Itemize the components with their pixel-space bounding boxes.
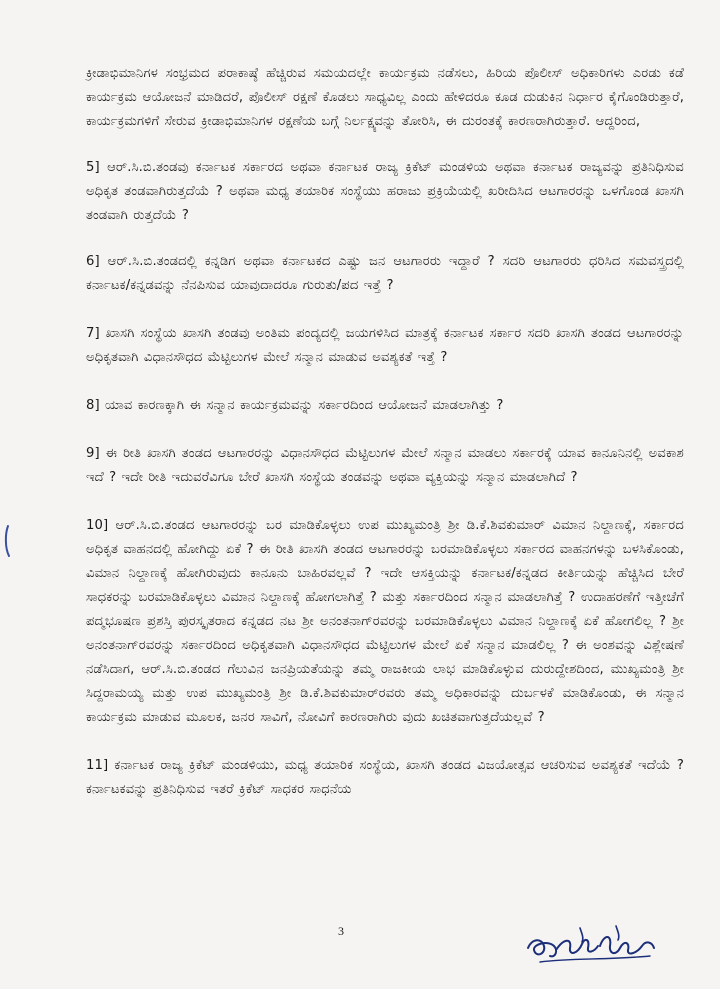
paragraph-question-8: 8] ಯಾವ ಕಾರಣಕ್ಕಾಗಿ ಈ ಸನ್ಮಾನ ಕಾರ್ಯಕ್ರಮವನ್ನು ಸರ್ಕಾರದಿಂದ ಆಯೋಜನೆ ಮಾಡಲಾಗಿತ್ತು ? — [86, 398, 504, 413]
paragraph-question-6: 6] ಆರ್.ಸಿ.ಬಿ.ತಂಡದಲ್ಲಿ ಕನ್ನಡಿಗ ಅಥವಾ ಕರ್ನಾಟಕದ ಎಷ್ಟು ಜನ ಆಟಗಾರರು ಇದ್ದಾರೆ ? ಸದರಿ ಆಟಗಾರರು ಧರಿಸಿದ ಸಮವಸ್ತ್ರದಲ್ಲಿ ಕರ್ನಾಟಕ/ಕನ್ನಡವನ್ನು ನೆನಪಿಸುವ ಯಾವುದಾದರೂ ಗುರುತು/ಪದ ಇತ್ತೆ ? — [86, 254, 684, 293]
paragraph-question-5: 5] ಆರ್.ಸಿ.ಬಿ.ತಂಡವು ಕರ್ನಾಟಕ ಸರ್ಕಾರದ ಅಥವಾ ಕರ್ನಾಟಕ ರಾಜ್ಯ ಕ್ರಿಕೆಟ್ ಮಂಡಳಿಯ ಅಥವಾ ಕರ್ನಾಟಕ ರಾಜ್ಯವನ್ನು ಪ್ರತಿನಿಧಿಸುವ ಅಧಿಕೃತ ತಂಡವಾಗಿರುತ್ತದೆಯೆ ? ಅಥವಾ ಮಧ್ಯ ತಯಾರಿಕ ಸಂಸ್ಥೆಯು ಹರಾಜು ಪ್ರಕ್ರಿಯೆಯಲ್ಲಿ ಖರೀದಿಸಿದ ಆಟಗಾರರನ್ನು ಒಳಗೊಂಡ ಖಾಸಗಿ ತಂಡವಾಗಿ ರುತ್ತದೆಯೆ ? — [86, 160, 684, 223]
paragraph-question-10: 10] ಆರ್.ಸಿ.ಬಿ.ತಂಡದ ಆಟಗಾರರನ್ನು ಬರ ಮಾಡಿಕೊಳ್ಳಲು ಉಪ ಮುಖ್ಯಮಂತ್ರಿ ಶ್ರೀ ಡಿ.ಕೆ.ಶಿವಕುಮಾರ್ ವಿಮಾನ ನಿಲ್ದಾಣಕ್ಕೆ, ಸರ್ಕಾರದ ಅಧಿಕೃತ ವಾಹನದಲ್ಲಿ ಹೋಗಿದ್ದು ಏಕೆ ? ಈ ರೀತಿ ಖಾಸಗಿ ತಂಡದ ಆಟಗಾರರನ್ನು ಬರಮಾಡಿಕೊಳ್ಳಲು ಸರ್ಕಾರದ ವಾಹನಗಳನ್ನು ಬಳಸಿಕೊಂಡು, ವಿಮಾನ ನಿಲ್ದಾಣಕ್ಕೆ ಹೋಗಿರುವುದು ಕಾನೂನು ಬಾಹಿರವಲ್ಲವೆ ? ಇದೇ ಆಸಕ್ತಿಯನ್ನು ಕರ್ನಾಟಕ/ಕನ್ನಡದ ಕೀರ್ತಿಯನ್ನು ಹೆಚ್ಚಿಸಿದ ಬೇರೆ ಸಾಧಕರನ್ನು ಬರಮಾಡಿಕೊಳ್ಳಲು ವಿಮಾನ ನಿಲ್ದಾಣಕ್ಕೆ ಹೋಗಲಾಗಿತ್ತೆ ? ಮತ್ತು ಸರ್ಕಾರದಿಂದ ಸನ್ಮಾನ ಮಾಡಲಾಗಿತ್ತೆ ? ಉದಾಹರಣೆಗೆ ಇತ್ತೀಚೆಗೆ ಪದ್ಮಭೂಷಣ ಪ್ರಶಸ್ತಿ ಪುರಸ್ಕೃತರಾದ ಕನ್ನಡದ ನಟ ಶ್ರೀ ಅನಂತನಾಗ್‌ರವರನ್ನು ಬರಮಾಡಿಕೊಳ್ಳಲು ವಿಮಾನ ನಿಲ್ದಾಣಕ್ಕೆ ಏಕೆ ಹೋಗಲಿಲ್ಲ ? ಶ್ರೀ ಅನಂತನಾಗ್‌ರವರನ್ನು ಸರ್ಕಾರದಿಂದ ಅಧಿಕೃತವಾಗಿ ವಿಧಾನಸೌಧದ ಮೆಟ್ಟಿಲುಗಳ ಮೇಲೆ ಏಕೆ ಸನ್ಮಾನ ಮಾಡಲಿಲ್ಲ ? ಈ ಅಂಶವನ್ನು ವಿಶ್ಲೇಷಣೆ ನಡೆಸಿದಾಗ, ಆರ್.ಸಿ.ಬಿ.ತಂಡದ ಗೆಲುವಿನ ಜನಪ್ರಿಯತೆಯನ್ನು ತಮ್ಮ ರಾಜಕೀಯ ಲಾಭ ಮಾಡಿಕೊಳ್ಳುವ ದುರುದ್ದೇಶದಿಂದ, ಮುಖ್ಯಮಂತ್ರಿ ಶ್ರೀ ಸಿದ್ದರಾಮಯ್ಯ ಮತ್ತು ಉಪ ಮುಖ್ಯಮಂತ್ರಿ ಶ್ರೀ ಡಿ.ಕೆ.ಶಿವಕುಮಾರ್‌ರವರು ತಮ್ಮ ಅಧಿಕಾರವನ್ನು ದುರ್ಬಳಕೆ ಮಾಡಿಕೊಂಡು, ಈ ಸನ್ಮಾನ ಕಾರ್ಯಕ್ರಮ ಮಾಡುವ ಮೂಲಕ, ಜನರ ಸಾವಿಗೆ, ನೋವಿಗೆ ಕಾರಣರಾಗಿರು ವುದು ಖಚಿತವಾಗುತ್ತದೆಯಲ್ಲವೆ ? — [86, 518, 684, 725]
paragraph-question-7: 7] ಖಾಸಗಿ ಸಂಸ್ಥೆಯ ಖಾಸಗಿ ತಂಡವು ಅಂತಿಮ ಪಂದ್ಯದಲ್ಲಿ ಜಯಗಳಿಸಿದ ಮಾತ್ರಕ್ಕೆ ಕರ್ನಾಟಕ ಸರ್ಕಾರ ಸದರಿ ಖಾಸಗಿ ತಂಡದ ಆಟಗಾರರನ್ನು ಅಧಿಕೃತವಾಗಿ ವಿಧಾನಸೌಧದ ಮೆಟ್ಟಿಲುಗಳ ಮೇಲೆ ಸನ್ಮಾನ ಮಾಡುವ ಅವಶ್ಯಕತೆ ಇತ್ತೆ ? — [86, 326, 684, 365]
document-body — [86, 62, 684, 802]
paragraph-intro: ಕ್ರೀಡಾಭಿಮಾನಿಗಳ ಸಂಭ್ರಮದ ಪರಾಕಾಷ್ಠೆ ಹೆಚ್ಚಿರುವ ಸಮಯದಲ್ಲೇ ಕಾರ್ಯಕ್ರಮ ನಡೆಸಲು, ಹಿರಿಯ ಪೊಲೀಸ್ ಅಧಿಕಾರಿಗಳು ಎರಡು ಕಡೆ ಕಾರ್ಯಕ್ರಮ ಆಯೋಜನೆ ಮಾಡಿದರೆ, ಪೊಲೀಸ್ ರಕ್ಷಣೆ ಕೊಡಲು ಸಾಧ್ಯವಿಲ್ಲ ಎಂದು ಹೇಳಿದರೂ ಕೂಡ ದುಡುಕಿನ ನಿರ್ಧಾರ ಕೈಗೊಂಡಿರುತ್ತಾರೆ, ಕಾರ್ಯಕ್ರಮಗಳಿಗೆ ಸೇರುವ ಕ್ರೀಡಾಭಿಮಾನಿಗಳ ರಕ್ಷಣೆಯ ಬಗ್ಗೆ ನಿರ್ಲಕ್ಷ್ಯವನ್ನು ತೋರಿಸಿ, ಈ ದುರಂತಕ್ಕೆ ಕಾರಣರಾಗಿರುತ್ತಾರೆ. ಆದ್ದರಿಂದ, — [86, 66, 684, 129]
signature-icon — [520, 920, 670, 968]
margin-pen-mark-icon — [2, 524, 14, 558]
paragraph-question-9: 9] ಈ ರೀತಿ ಖಾಸಗಿ ತಂಡದ ಆಟಗಾರರನ್ನು ವಿಧಾನಸೌಧದ ಮೆಟ್ಟಿಲುಗಳ ಮೇಲೆ ಸನ್ಮಾನ ಮಾಡಲು ಸರ್ಕಾರಕ್ಕೆ ಯಾವ ಕಾನೂನಿನಲ್ಲಿ ಅವಕಾಶ ಇದೆ ? ಇದೇ ರೀತಿ ಇದುವರೆವಿಗೂ ಬೇರೆ ಖಾಸಗಿ ಸಂಸ್ಥೆಯ ತಂಡವನ್ನು ಅಥವಾ ವ್ಯಕ್ತಿಯನ್ನು ಸನ್ಮಾನ ಮಾಡಲಾಗಿದೆ ? — [86, 446, 684, 485]
paragraph-question-11: 11] ಕರ್ನಾಟಕ ರಾಜ್ಯ ಕ್ರಿಕೆಟ್ ಮಂಡಳಿಯು, ಮಧ್ಯ ತಯಾರಿಕ ಸಂಸ್ಥೆಯ, ಖಾಸಗಿ ತಂಡದ ವಿಜಯೋತ್ಸವ ಆಚರಿಸುವ ಅವಶ್ಯಕತೆ ಇದೆಯೆ ? ಕರ್ನಾಟಕವನ್ನು ಪ್ರತಿನಿಧಿಸುವ ಇತರೆ ಕ್ರಿಕೆಟ್ ಸಾಧಕರ ಸಾಧನೆಯ — [86, 758, 684, 797]
page-number: 3 — [338, 924, 344, 938]
